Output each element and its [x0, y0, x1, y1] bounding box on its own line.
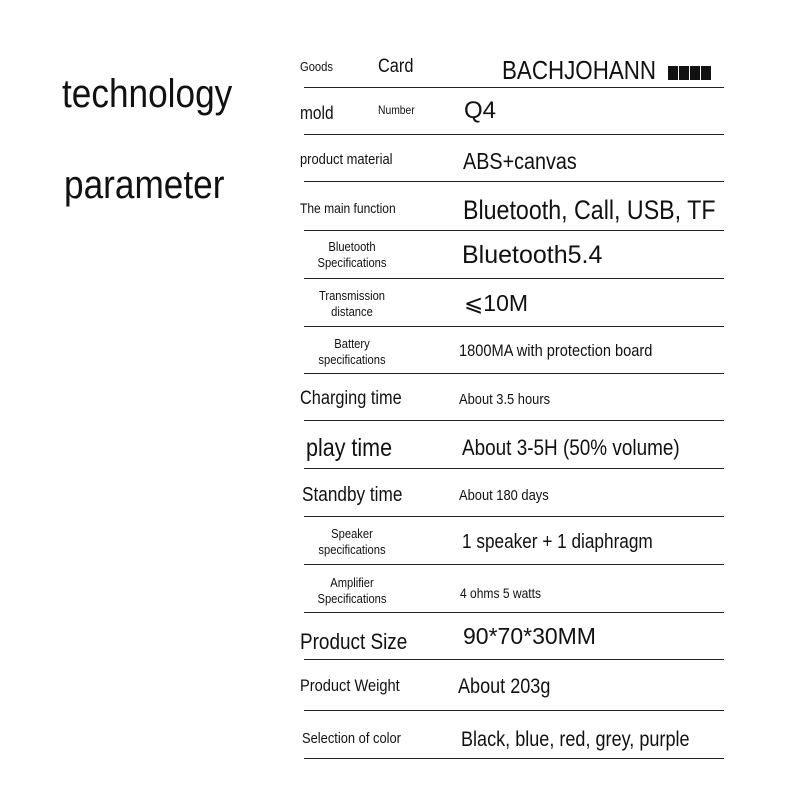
row-value: Q4 — [464, 97, 497, 124]
row-value: BACHJOHANN — [502, 52, 724, 88]
table-row — [300, 469, 724, 517]
row-value: 1 speaker + 1 diaphragm — [462, 530, 653, 553]
row-value: Black, blue, red, grey, purple — [461, 728, 690, 751]
row-value: 90*70*30MM — [463, 622, 596, 649]
row-divider — [304, 758, 724, 759]
row-label: Bluetooth Specifications — [317, 238, 387, 270]
row-label: Product Weight — [300, 676, 400, 696]
row-label: mold — [300, 102, 334, 123]
row-value: Bluetooth, Call, USB, TF — [463, 194, 716, 225]
row-label: Amplifier Specifications — [317, 574, 387, 606]
row-value: 1800MA with protection board — [459, 341, 653, 360]
table-row — [300, 517, 724, 565]
garbled-glyphs — [667, 55, 711, 86]
row-label: Charging time — [300, 388, 402, 410]
row-label: Standby time — [302, 483, 403, 506]
table-row-mold-number — [300, 88, 724, 135]
row-label: Speaker specifications — [318, 525, 386, 557]
table-row — [300, 613, 724, 660]
table-row — [300, 711, 724, 759]
row-value: About 3.5 hours — [459, 390, 551, 408]
table-row — [300, 565, 724, 613]
row-label-secondary: Card — [378, 56, 414, 78]
row-label-secondary: Number — [378, 102, 415, 117]
table-row — [300, 135, 724, 182]
row-label: play time — [306, 434, 393, 463]
row-value: About 203g — [458, 675, 551, 698]
table-row — [300, 279, 724, 327]
heading-technology: technology — [62, 72, 233, 116]
row-value: 4 ohms 5 watts — [460, 585, 541, 601]
table-row — [300, 182, 724, 231]
row-label: Battery specifications — [318, 335, 386, 367]
row-value: About 3-5H (50% volume) — [462, 435, 680, 460]
row-label: Transmission distance — [318, 287, 386, 319]
table-row — [300, 327, 724, 374]
row-value: ⩽10M — [464, 289, 529, 316]
row-label: Selection of color — [302, 729, 401, 747]
row-label: Goods — [300, 58, 333, 74]
row-value: ABS+canvas — [463, 147, 577, 174]
row-value: About 180 days — [459, 486, 549, 504]
table-row-goods-card — [300, 52, 724, 88]
row-label: product material — [300, 150, 393, 168]
row-label: The main function — [300, 200, 396, 217]
table-row — [300, 374, 724, 421]
table-row — [300, 660, 724, 711]
table-row — [300, 421, 724, 469]
row-value: Bluetooth5.4 — [462, 240, 603, 269]
table-row — [300, 231, 724, 279]
row-label: Product Size — [300, 629, 408, 655]
heading-parameter: parameter — [64, 163, 225, 207]
